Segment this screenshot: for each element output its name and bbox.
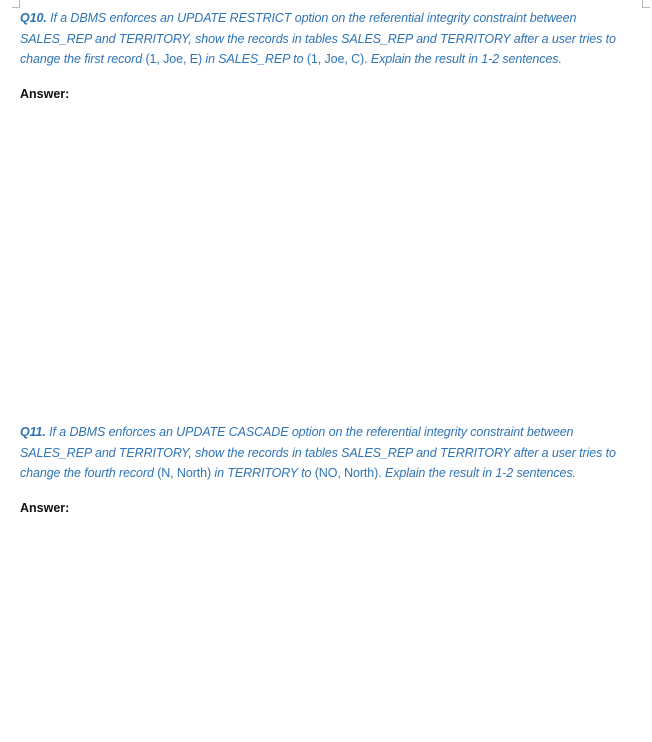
crop-mark-top-left [12, 0, 20, 8]
question-10-record-new: (1, Joe, C). [306, 52, 368, 66]
question-10-text-part2: in SALES_REP to [202, 52, 307, 66]
question-11 [20, 422, 632, 484]
question-10 [20, 8, 632, 70]
question-10-text-part1: If a DBMS enforces an UPDATE RESTRICT option on the referential integrity constraint between SALES_REP and TERRITORY, show the records in tables SALES_REP and TERRITORY after a user tries to change the first record [20, 11, 616, 66]
question-11-answer-area[interactable] [20, 520, 632, 730]
question-11-record-old: (N, North) [157, 466, 212, 480]
question-11-text-part3: Explain the result in 1-2 sentences. [381, 466, 576, 480]
question-11-answer-label: Answer: [20, 501, 70, 515]
question-10-number: Q10. [20, 11, 47, 25]
question-10-text-part3: Explain the result in 1-2 sentences. [367, 52, 562, 66]
question-10-answer-label: Answer: [20, 87, 70, 101]
question-11-number: Q11. [20, 425, 46, 439]
question-11-text-part1: If a DBMS enforces an UPDATE CASCADE option on the referential integrity constraint between SALES_REP and TERRITORY, show the records in tables SALES_REP and TERRITORY after a user tries to change the fourth record [20, 425, 616, 480]
crop-mark-top-right [642, 0, 650, 8]
question-10-answer-area[interactable] [20, 106, 632, 406]
question-10-record-old: (1, Joe, E) [145, 52, 203, 66]
question-11-record-new: (NO, North). [314, 466, 382, 480]
question-11-text-part2: in TERRITORY to [211, 466, 315, 480]
